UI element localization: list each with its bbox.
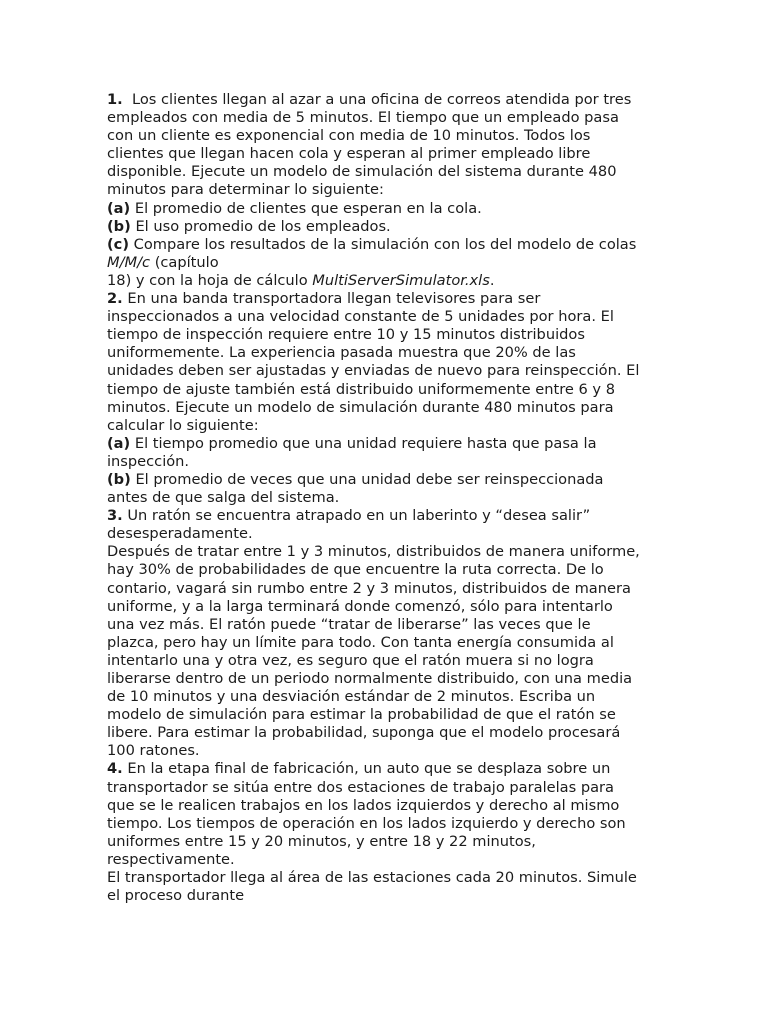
problem-3-line-10: liberarse dentro de un periodo normalmente distribuido, con una media <box>107 670 633 687</box>
problem-3-line-12: modelo de simulación para estimar la probabilidad de que el ratón se <box>107 706 616 724</box>
problem-4-line-1: 4. En la etapa final de fabricación, un auto que se desplaza sobre un <box>107 760 611 778</box>
problem-3-line-14: 100 ratones. <box>107 742 200 760</box>
problem-2-part-b: (b) El promedio de veces que una unidad debe ser reinspeccionada <box>107 470 604 488</box>
problem-3-line-1: 3. Un ratón se encuentra atrapado en un laberinto y “desea salir” <box>107 507 591 525</box>
problem-number: 2. <box>107 290 123 308</box>
problem-1-line-4: clientes que llegan hacen cola y esperan al primer empleado libre <box>107 145 591 163</box>
problem-1-part-b: (b) El uso promedio de los empleados. <box>107 217 391 235</box>
problem-2-line-8: calcular lo siguiente: <box>107 416 259 434</box>
problem-4-line-5: uniformes entre 15 y 20 minutos, y entre 18 y 22 minutos, <box>107 832 536 850</box>
problem-1-part-a: (a) El promedio de clientes que esperan en la cola. <box>107 199 482 217</box>
problem-1-part-c-line-3: 18) y con la hoja de cálculo MultiServerSimulator.xls. <box>107 271 495 289</box>
problem-3-line-7: una vez más. El ratón puede “tratar de liberarse” las veces que le <box>107 615 591 633</box>
document-body <box>107 91 662 905</box>
problem-number: 3. <box>107 507 123 525</box>
problem-3-line-2: desesperadamente. <box>107 525 253 543</box>
problem-1 <box>107 91 662 290</box>
problem-3-line-5: contario, vagará sin rumbo entre 2 y 3 minutos, distribuidos de manera <box>107 579 631 597</box>
problem-4-line-4: tiempo. Los tiempos de operación en los lados izquierdo y derecho son <box>107 814 626 832</box>
problem-3 <box>107 507 662 760</box>
problem-number: 4. <box>107 760 123 778</box>
problem-2-line-3: tiempo de inspección requiere entre 10 y 15 minutos distribuidos <box>107 326 585 344</box>
problem-2-line-7: minutos. Ejecute un modelo de simulación durante 480 minutos para <box>107 398 614 416</box>
problem-1-line-3: con un cliente es exponencial con media de 10 minutos. Todos los <box>107 127 591 145</box>
problem-2-line-4: uniformemente. La experiencia pasada muestra que 20% de las <box>107 344 576 362</box>
problem-2-part-a: (a) El tiempo promedio que una unidad requiere hasta que pasa la <box>107 434 597 452</box>
problem-3-line-13: libere. Para estimar la probabilidad, suponga que el modelo procesará <box>107 724 621 742</box>
problem-2-part-a-line-2: inspección. <box>107 452 190 470</box>
problem-4-line-6: respectivamente. <box>107 850 235 868</box>
problem-2 <box>107 290 662 507</box>
problem-4-line-2: transportador se sitúa entre dos estaciones de trabajo paralelas para <box>107 778 614 796</box>
problem-4-line-3: que se le realicen trabajos en los lados izquierdos y derecho al mismo <box>107 796 620 814</box>
problem-1-line-5: disponible. Ejecute un modelo de simulación del sistema durante 480 <box>107 163 617 181</box>
problem-2-line-2: inspeccionados a una velocidad constante de 5 unidades por hora. El <box>107 308 614 326</box>
problem-3-line-6: uniforme, y a la larga terminará donde comenzó, sólo para intentarlo <box>107 597 613 615</box>
problem-1-line-2: empleados con media de 5 minutos. El tiempo que un empleado pasa <box>107 109 619 127</box>
problem-3-line-4: hay 30% de probabilidades de que encuentre la ruta correcta. De lo <box>107 561 604 579</box>
problem-4-line-8: el proceso durante <box>107 887 245 905</box>
problem-1-part-c-line-2: M/M/c (capítulo <box>107 253 219 271</box>
problem-2-line-1: 2. En una banda transportadora llegan televisores para ser <box>107 290 541 308</box>
problem-3-line-11: de 10 minutos y una desviación estándar de 2 minutos. Escriba un <box>107 688 596 706</box>
problem-1-line-6: minutos para determinar lo siguiente: <box>107 181 384 199</box>
problem-2-line-5: unidades deben ser ajustadas y enviadas de nuevo para reinspección. El <box>107 362 640 380</box>
problem-1-part-c: (c) Compare los resultados de la simulación con los del modelo de colas <box>107 235 637 253</box>
problem-2-line-6: tiempo de ajuste también está distribuido uniformemente entre 6 y 8 <box>107 380 615 398</box>
problem-3-line-3: Después de tratar entre 1 y 3 minutos, distribuidos de manera uniforme, <box>107 543 640 561</box>
problem-number: 1. <box>107 91 123 108</box>
problem-4-line-7: El transportador llega al área de las estaciones cada 20 minutos. Simule <box>107 869 637 887</box>
problem-1-line-1: 1. Los clientes llegan al azar a una oficina de correos atendida por tres <box>107 91 632 108</box>
problem-4 <box>107 760 662 905</box>
problem-3-line-9: intentarlo una y otra vez, es seguro que el ratón muera si no logra <box>107 651 594 669</box>
problem-3-line-8: plazca, pero hay un límite para todo. Con tanta energía consumida al <box>107 633 614 651</box>
problem-2-part-b-line-2: antes de que salga del sistema. <box>107 489 340 507</box>
